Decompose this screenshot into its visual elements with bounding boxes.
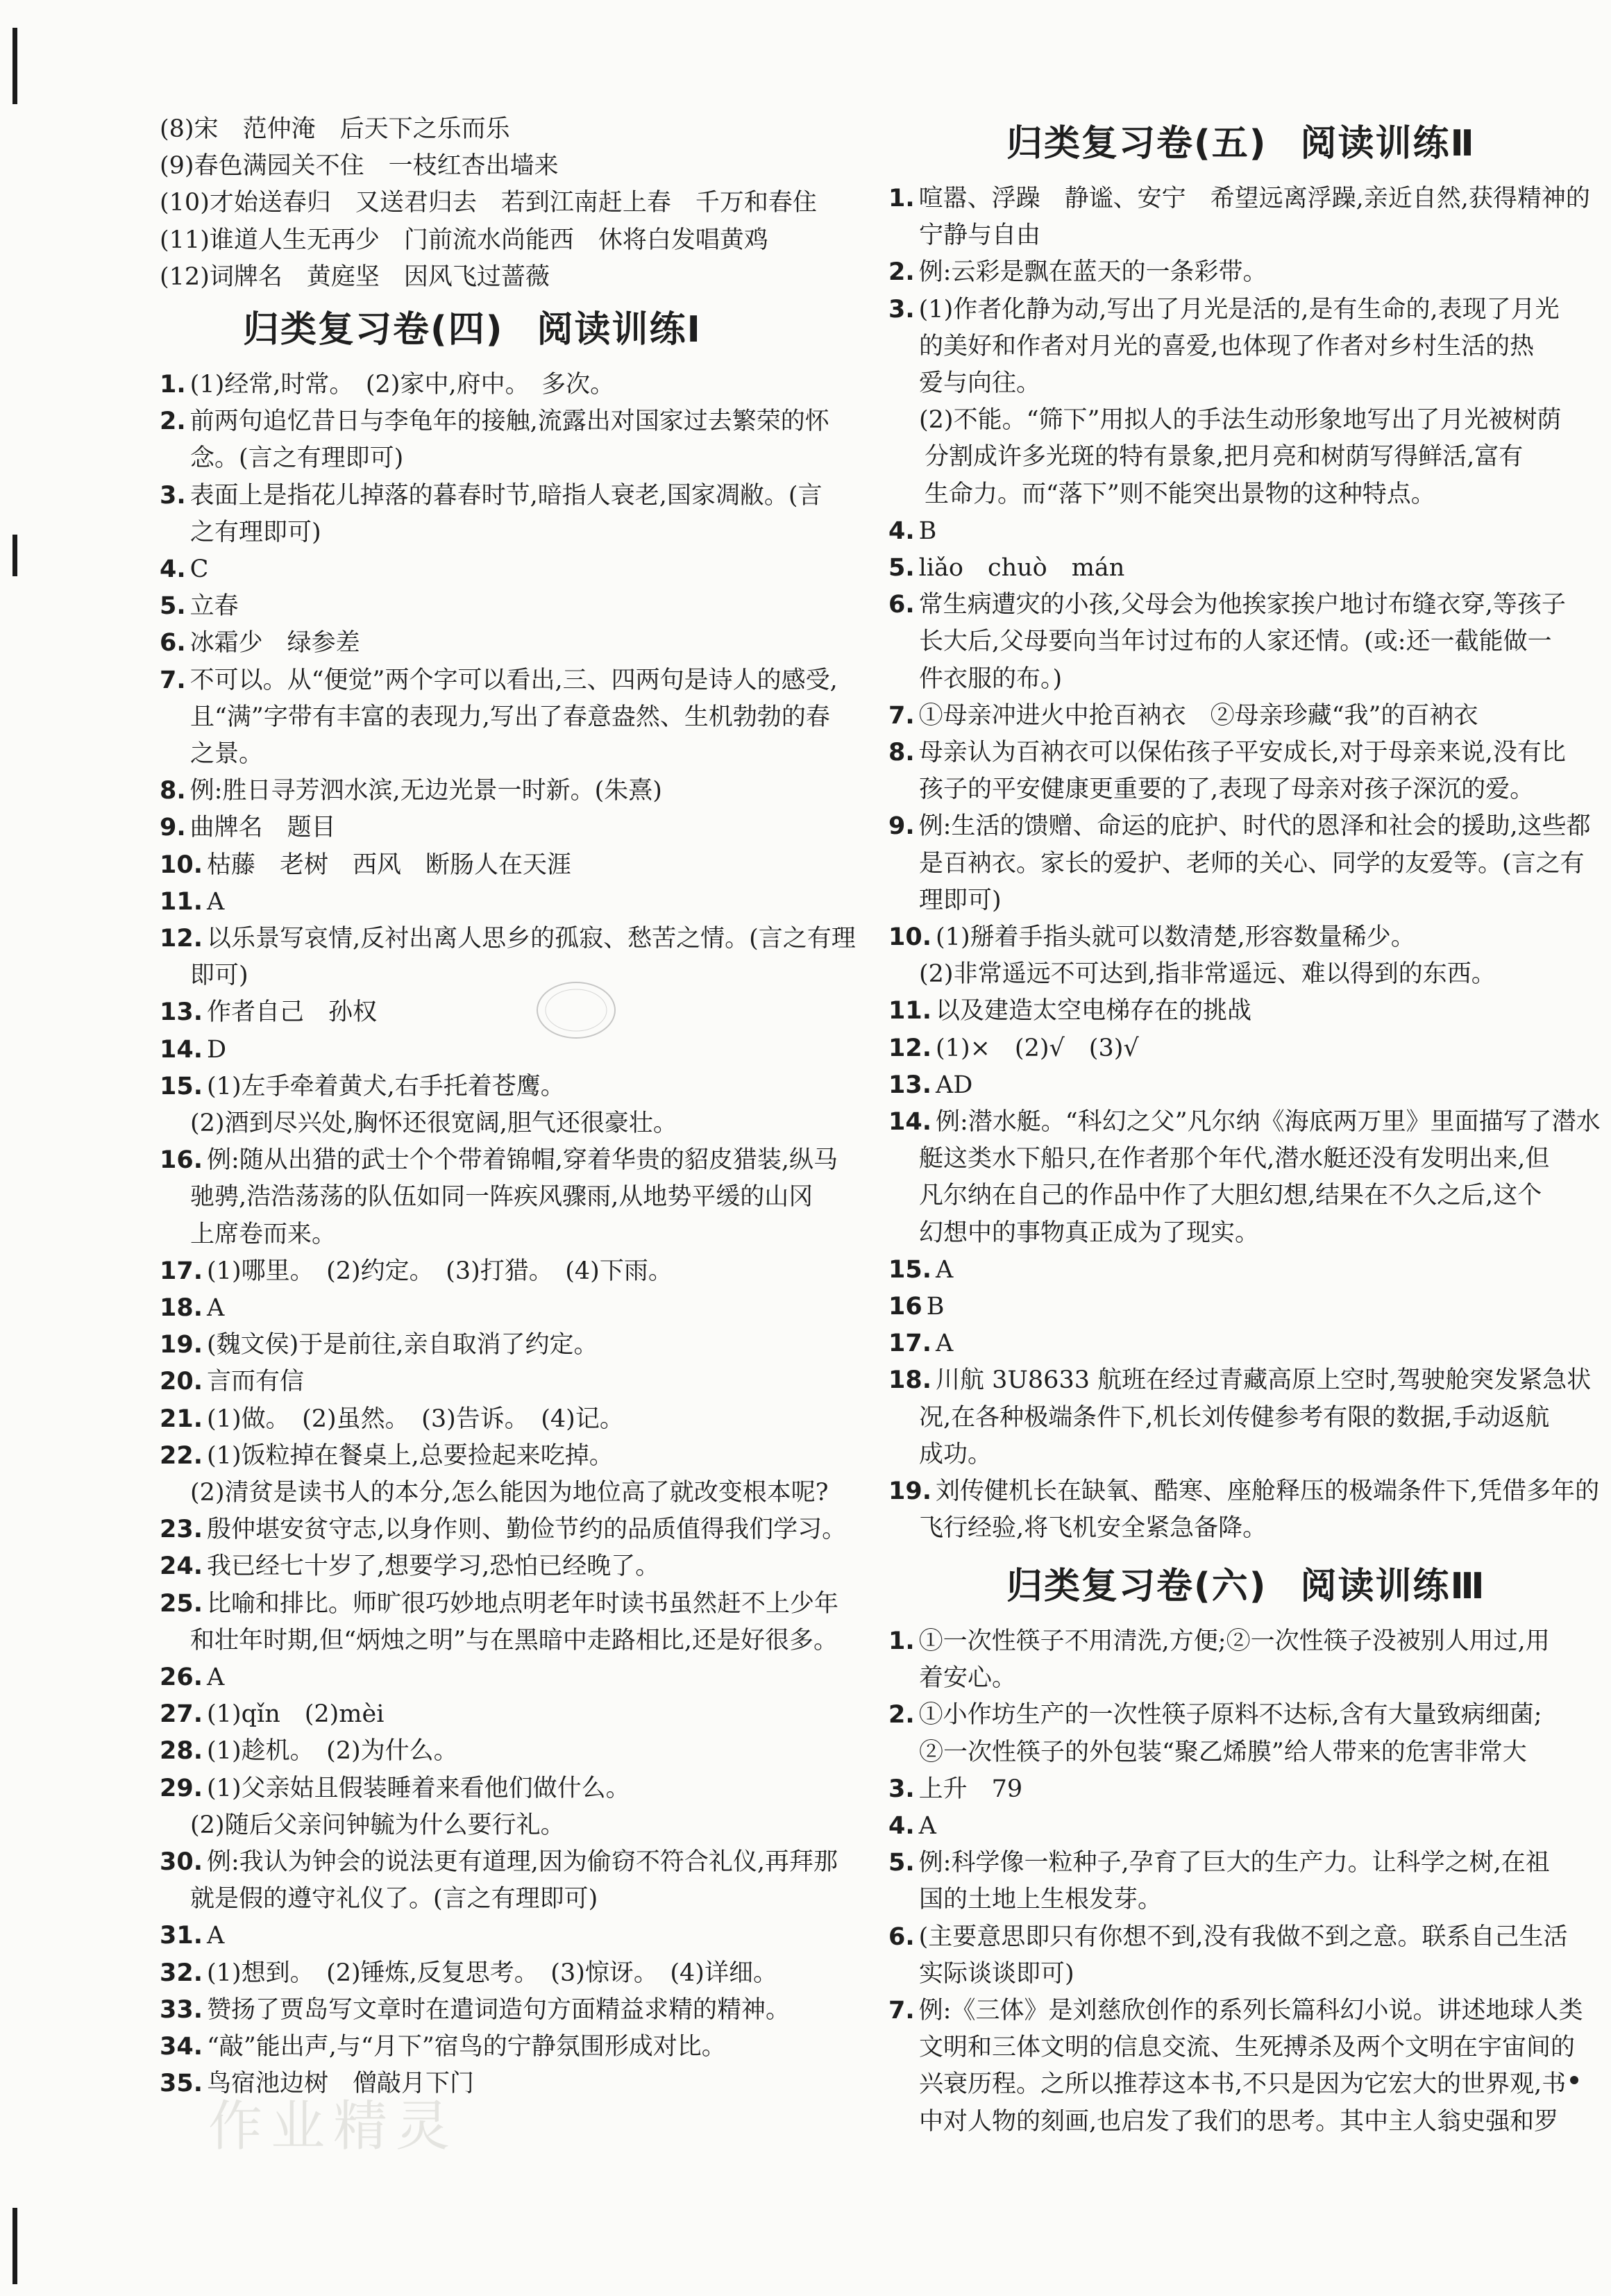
answer-line-continuation (919, 1142, 1549, 1175)
answer-text: 和壮年时期,但“炳烛之明”与在黑暗中走路相比,还是好很多。 (190, 1626, 838, 1654)
answer-text: A (207, 1922, 225, 1950)
section-heading-4: 归类复习卷(四) 阅读训练Ⅰ (243, 309, 702, 351)
answer-line (888, 1809, 936, 1843)
answer-line-continuation (190, 1624, 838, 1657)
answer-line (160, 774, 662, 807)
answer-line (160, 811, 336, 844)
answer-text: (2)不能。“筛下”用拟人的手法生动形象地写出了月光被树荫 (919, 406, 1562, 435)
answer-text: 表面上是指花儿掉落的暮春时节,暗指人衰老,国家凋敝。(言 (189, 481, 823, 510)
question-number: 3. (160, 481, 186, 510)
answer-text: 件衣服的布。) (919, 664, 1063, 693)
question-number: 18. (888, 1366, 932, 1395)
answer-text: A (918, 1812, 936, 1840)
question-number: 4. (160, 555, 186, 583)
answer-text: 凡尔纳在自己的作品中作了大胆幻想,结果在不久之后,这个 (919, 1182, 1542, 1210)
answer-line (888, 921, 1415, 954)
question-number: 1. (160, 371, 186, 399)
answer-line (160, 1143, 838, 1177)
answer-text: 的美好和作者对月光的喜爱,也体现了作者对乡村生活的热 (919, 332, 1535, 360)
answer-line-continuation (919, 1438, 992, 1471)
answer-line-continuation (919, 403, 1561, 437)
answer-line-continuation (919, 367, 1040, 400)
question-number: 15. (888, 1255, 932, 1284)
answer-text: 立春 (189, 592, 239, 621)
question-number: 12. (160, 925, 203, 953)
answer-line-continuation (919, 625, 1552, 658)
answer-line-continuation (190, 1218, 336, 1251)
answer-line (160, 1402, 624, 1436)
question-number: 17. (160, 1257, 203, 1285)
answer-line (160, 1033, 226, 1066)
answer-text: 我已经七十岁了,想要学习,恐怕已经晚了。 (207, 1552, 660, 1581)
answer-line (160, 922, 856, 955)
answer-text: 上席卷而来。 (190, 1220, 337, 1248)
question-number: 13. (160, 998, 203, 1027)
answer-text: (魏文侯)于是前往,亲自取消了约定。 (207, 1331, 598, 1359)
answer-text: (2)非常遥远不可达到,指非常遥远、难以得到的东西。 (919, 960, 1496, 989)
answer-line-continuation (919, 1179, 1542, 1212)
stamp-icon (534, 979, 618, 1041)
answer-text: 例:潜水艇。“科幻之父”凡尔纳《海底两万里》里面描写了潜水 (936, 1108, 1601, 1136)
answer-text: A (936, 1330, 954, 1358)
answer-line (160, 848, 571, 882)
question-number: 31. (160, 1922, 203, 1950)
question-number: 4. (888, 517, 915, 545)
question-number: 26. (160, 1664, 203, 1691)
answer-text: 例:胜日寻芳泗水滨,无边光景一时新。(朱熹) (189, 777, 662, 805)
answer-text: (1)经常,时常。 (2)家中,府中。 多次。 (189, 371, 615, 399)
answer-text: (2)随后父亲问钟毓为什么要行礼。 (190, 1811, 565, 1839)
answer-text: 上升 79 (918, 1775, 1023, 1803)
answer-text: 宁静与自由 (919, 221, 1041, 250)
answer-text: 以及建造太空电梯存在的挑战 (936, 997, 1252, 1025)
answer-text: B (918, 517, 937, 545)
answer-line (160, 1070, 565, 1103)
question-number: 34. (160, 2033, 203, 2061)
question-number: 18. (160, 1294, 203, 1322)
answer-line (888, 810, 1591, 843)
answer-text: 例:随从出猎的武士个个带着锦帽,穿着华贵的貂皮猎装,纵马 (207, 1146, 838, 1175)
answer-line (888, 1846, 1550, 1879)
answer-line-continuation (919, 773, 1534, 806)
answer-text: 例:云彩是飘在蓝天的一条彩带。 (918, 258, 1267, 287)
answer-line (160, 1993, 790, 2027)
answer-line (888, 293, 1560, 326)
question-number: 15. (160, 1072, 203, 1100)
answer-line (160, 1550, 659, 1583)
answer-text: 艇这类水下船只,在作者那个年代,潜水艇还没有发明出来,但 (919, 1145, 1550, 1173)
answer-text: 不可以。从“便觉”两个字可以看出,三、四两句是诗人的感受, (189, 666, 838, 694)
question-number: 19. (160, 1331, 203, 1359)
answer-text: 例:我认为钟会的说法更有道理,因为偷窃不符合礼仪,再拜那 (207, 1848, 838, 1876)
question-number: 32. (160, 1959, 203, 1987)
answer-text: 且“满”字带有丰富的表现力,写出了春意盎然、生机勃勃的春 (190, 703, 830, 731)
answer-text: 是百衲衣。家长的爱护、老师的关心、同学的友爱等。(言之有 (919, 849, 1585, 878)
answer-text: (1)× (2)√ (3)√ (936, 1034, 1139, 1062)
question-number: 28. (160, 1737, 203, 1766)
answer-line (160, 1698, 384, 1731)
answer-text: 念。(言之有理即可) (190, 444, 404, 473)
answer-text: (1)饭粒掉在餐桌上,总要捡起来吃掉。 (207, 1441, 614, 1470)
question-number: 2. (888, 258, 915, 287)
answer-line (888, 1290, 944, 1323)
answer-text: 鸟宿池边树 僧敲月下门 (207, 2070, 475, 2098)
question-number: 19. (888, 1477, 932, 1505)
answer-line (888, 1920, 1567, 1954)
question-number: 11. (888, 997, 932, 1025)
binding-edge (0, 0, 28, 2296)
answer-text: 枯藤 老树 西风 断肠人在天涯 (207, 850, 572, 879)
question-number: 6. (888, 1922, 915, 1951)
answer-line-continuation (919, 884, 1002, 917)
question-number: 4. (888, 1812, 915, 1840)
question-number: 17. (888, 1330, 932, 1358)
answer-line (888, 1364, 1591, 1397)
answer-line-continuation (190, 1107, 677, 1140)
question-number: 7. (160, 666, 186, 694)
answer-line (160, 1919, 224, 1952)
answer-text: A (936, 1255, 954, 1284)
answer-text: (1)qǐn (2)mèi (207, 1700, 385, 1729)
answer-text: 分割成许多光斑的特有景象,把月亮和树荫写得鲜活,富有 (925, 443, 1524, 471)
answer-line-continuation (190, 959, 248, 992)
answer-text: 常生病遭灾的小孩,父母会为他挨家挨户地讨布缝衣穿,等孩子 (918, 591, 1566, 619)
answer-line (160, 1772, 630, 1805)
answer-line (160, 149, 559, 183)
answer-text: “敲”能出声,与“月下”宿鸟的宁静氛围形成对比。 (207, 2033, 726, 2061)
answer-line (160, 1439, 614, 1473)
answer-text: (1)做。 (2)虽然。 (3)告诉。 (4)记。 (207, 1405, 624, 1433)
answer-line (160, 1661, 224, 1694)
answer-line (888, 1253, 953, 1287)
question-number: 3. (888, 295, 915, 324)
question-number: 16 (888, 1293, 922, 1321)
answer-text: 冰霜少 绿参差 (189, 629, 360, 657)
question-number: 35. (160, 2070, 203, 2098)
answer-text: 言而有信 (207, 1368, 305, 1396)
answer-text: 作者自己 孙权 (207, 998, 378, 1027)
question-number: 22. (160, 1441, 203, 1470)
answer-text: (2)清贫是读书人的本分,怎么能因为地位高了就改变根本呢? (190, 1479, 829, 1507)
answer-line (888, 736, 1566, 769)
section-heading-6: 归类复习卷(六) 阅读训练Ⅲ (1006, 1566, 1486, 1607)
answer-text: 况,在各种极端条件下,机长刘传健参考有限的数据,手动返航 (919, 1403, 1550, 1432)
answer-line-continuation (925, 440, 1523, 474)
answer-text: 兴衰历程。之所以推荐这本书,不只是因为它宏大的世界观,书 (919, 2070, 1567, 2099)
answer-line (160, 589, 239, 623)
answer-text: C (189, 555, 209, 583)
answer-line-continuation (190, 1476, 828, 1509)
watermark: 作业精灵 (208, 2095, 459, 2158)
answer-text: 长大后,父母要向当年讨过布的人家还情。(或:还一截能做一 (919, 628, 1552, 656)
answer-line (160, 405, 829, 438)
question-number: 25. (160, 1589, 203, 1618)
question-number: 24. (160, 1552, 203, 1581)
answer-text: 中对人物的刻画,也启发了我们的思考。其中主人翁史强和罗 (919, 2107, 1559, 2136)
answer-text: 生命力。而“落下”则不能突出景物的这种特点。 (925, 480, 1435, 508)
question-number: 14. (160, 1035, 203, 1064)
answer-text: 孩子的平安健康更重要的了,表现了母亲对孩子深沉的爱。 (919, 776, 1535, 804)
answer-text: (1)趁机。 (2)为什么。 (207, 1737, 458, 1766)
answer-text: (2)酒到尽兴处,胸怀还很宽阔,胆气还很豪壮。 (190, 1109, 677, 1137)
answer-line (160, 996, 377, 1029)
answer-line-continuation (919, 330, 1534, 363)
answer-line (160, 1513, 846, 1546)
answer-line-continuation (190, 442, 403, 475)
answer-text: 即可) (190, 962, 248, 990)
answer-text: 刘传健机长在缺氧、酷寒、座舱释压的极端条件下,凭借多年的 (936, 1477, 1600, 1505)
answer-line-continuation (919, 2105, 1558, 2138)
question-number: 2. (160, 408, 186, 436)
answer-line (888, 1698, 1542, 1732)
question-number: 16. (160, 1146, 203, 1175)
question-number: 12. (888, 1034, 932, 1062)
answer-text: 之有理即可) (190, 518, 321, 546)
question-number: 23. (160, 1516, 203, 1544)
answer-text: 实际谈谈即可) (919, 1959, 1074, 1988)
answer-text: (11)谁道人生无再少 门前流水尚能西 休将白发唱黄鸡 (160, 226, 768, 254)
answer-line (160, 1734, 458, 1768)
question-number: 9. (888, 812, 915, 841)
question-number: 13. (888, 1071, 932, 1099)
answer-line (160, 1365, 304, 1398)
answer-text: 国的土地上生根发芽。 (919, 1886, 1163, 1914)
answer-text: (1)掰着手指头就可以数清楚,形容数量稀少。 (936, 923, 1415, 951)
answer-line-continuation (919, 957, 1496, 991)
answer-text: (1)父亲姑且假装睡着来看他们做什么。 (207, 1774, 630, 1802)
answer-line-continuation (919, 1883, 1162, 1916)
answer-line-continuation (190, 1882, 598, 1916)
answer-line-continuation (190, 1809, 565, 1842)
question-number: 6. (160, 629, 186, 657)
answer-line-continuation (925, 478, 1435, 511)
answer-line (160, 1845, 838, 1879)
answer-line (160, 664, 838, 697)
answer-line (888, 994, 1251, 1028)
question-number: 21. (160, 1405, 203, 1433)
question-number: 5. (160, 592, 186, 621)
question-number: 30. (160, 1848, 203, 1876)
answer-line (160, 186, 817, 219)
answer-line-continuation (919, 2031, 1575, 2064)
answer-line-continuation (190, 701, 830, 734)
answer-line (160, 1328, 598, 1361)
answer-line (160, 885, 224, 919)
answer-text: (主要意思即只有你想不到,没有我做不到之意。联系自己生活 (918, 1922, 1568, 1951)
answer-text: 就是假的遵守礼仪了。(言之有理即可) (190, 1885, 598, 1913)
answer-text: 赞扬了贾岛写文章时在遣词造句方面精益求精的精神。 (207, 1995, 791, 2024)
answer-text: (1)哪里。 (2)约定。 (3)打猎。 (4)下雨。 (207, 1257, 673, 1285)
answer-text: 例:《三体》是刘慈欣创作的系列长篇科幻小说。讲述地球人类 (918, 1997, 1583, 2025)
answer-text: (10)才始送春归 又送君归去 若到江南赶上春 千万和春住 (160, 189, 817, 217)
answer-line-continuation (919, 1216, 1259, 1250)
answer-text: ①小作坊生产的一次性筷子原料不达标,含有大量致病细菌; (918, 1701, 1542, 1729)
answer-line-continuation (919, 219, 1040, 252)
answer-line (888, 1625, 1550, 1658)
binding-mark (12, 2208, 17, 2284)
answer-text: 以乐景写哀情,反衬出离人思乡的孤寂、愁苦之情。(言之有理 (207, 925, 856, 953)
answer-line (888, 699, 1478, 732)
answer-line (888, 1994, 1583, 2027)
binding-mark (12, 28, 17, 104)
answer-line (888, 551, 1124, 585)
answer-line (888, 182, 1590, 215)
answer-line (160, 224, 768, 257)
answer-text: 母亲认为百衲衣可以保佑孩子平安成长,对于母亲来说,没有比 (918, 739, 1566, 766)
answer-text: ①一次性筷子不用清洗,方便;②一次性筷子没被别人用过,用 (918, 1627, 1550, 1655)
answer-line (160, 1956, 777, 1990)
answer-text: 爱与向往。 (919, 369, 1041, 397)
answer-line (160, 1255, 673, 1288)
question-number: 10. (888, 923, 932, 951)
answer-text: 川航 3U8633 航班在经过青藏高原上空时,驾驶舱突发紧急状 (936, 1366, 1592, 1395)
question-number: 10. (160, 850, 203, 879)
answer-text: ①母亲冲进火中抢百衲衣 ②母亲珍藏“我”的百衲衣 (918, 701, 1478, 730)
answer-line-continuation (919, 662, 1062, 696)
answer-text: 幻想中的事物真正成为了现实。 (919, 1218, 1260, 1247)
question-number: 7. (888, 1997, 915, 2025)
answer-line-continuation (919, 2068, 1566, 2101)
answer-text: 比喻和排比。师旷很巧妙地点明老年时读书虽然赶不上少年 (207, 1589, 839, 1618)
answer-line (160, 1587, 838, 1620)
answer-line (888, 1475, 1599, 1508)
answer-text: 前两句追忆昔日与李龟年的接触,流露出对国家过去繁荣的怀 (189, 408, 829, 436)
answer-text: (1)作者化静为动,写出了月光是活的,是有生命的,表现了月光 (918, 295, 1560, 324)
section-heading-5: 归类复习卷(五) 阅读训练Ⅱ (1006, 123, 1476, 165)
answer-text: A (207, 887, 225, 916)
answer-text: A (207, 1294, 225, 1322)
answer-line (160, 626, 360, 660)
answer-text: 例:科学像一粒种子,孕育了巨大的生产力。让科学之树,在祖 (918, 1849, 1550, 1877)
answer-line (888, 1032, 1139, 1065)
question-number: 8. (160, 777, 186, 805)
answer-line (888, 255, 1267, 289)
answer-line (160, 112, 510, 146)
question-number: 5. (888, 1849, 915, 1877)
question-number: 1. (888, 1627, 915, 1655)
answer-line-continuation (190, 516, 321, 549)
question-number: 5. (888, 554, 915, 582)
answer-text: 成功。 (919, 1440, 993, 1468)
answer-text: AD (936, 1071, 973, 1099)
binding-mark (12, 535, 17, 576)
question-number: 27. (160, 1700, 203, 1729)
answer-line-continuation (190, 1180, 813, 1214)
answer-line (888, 1105, 1601, 1139)
answer-text: 文明和三体文明的信息交流、生死搏杀及两个文明在宇宙间的 (919, 2034, 1576, 2062)
answer-text: 例:生活的馈赠、命运的庇护、时代的恩泽和社会的援助,这些都 (918, 812, 1591, 841)
answer-text: (1)左手牵着黄犬,右手托着苍鹰。 (207, 1072, 565, 1100)
question-number: 20. (160, 1368, 203, 1396)
answer-text: (1)想到。 (2)锤炼,反复思考。 (3)惊讶。 (4)详细。 (207, 1959, 777, 1987)
answer-text: D (207, 1035, 227, 1064)
answer-line-continuation (919, 847, 1585, 880)
answer-text: 殷仲堪安贫守志,以身作则、勤俭节约的品质值得我们学习。 (207, 1516, 847, 1544)
answer-line (888, 1327, 953, 1360)
answer-line-continuation (190, 737, 263, 771)
answer-text: B (926, 1293, 945, 1321)
answer-text: (9)春色满园关不住 一枝红杏出墙来 (160, 152, 559, 181)
question-number: 33. (160, 1995, 203, 2024)
answer-text: 之景。 (190, 740, 264, 768)
question-number: 3. (888, 1775, 915, 1803)
answer-text: 飞行经验,将飞机安全紧急备降。 (919, 1514, 1267, 1543)
answer-text: (12)词牌名 黄庭坚 因风飞过蔷薇 (160, 262, 550, 291)
answer-text: ②一次性筷子的外包装“聚乙烯膜”给人带来的危害非常大 (919, 1738, 1527, 1766)
answer-line (888, 514, 936, 548)
answer-line (160, 479, 823, 512)
question-number: 7. (888, 701, 915, 730)
question-number: 29. (160, 1774, 203, 1802)
question-number: 14. (888, 1108, 932, 1136)
answer-line (160, 368, 614, 401)
question-number: 9. (160, 814, 186, 842)
answer-line (160, 1291, 224, 1325)
answer-line-continuation (919, 1957, 1074, 1991)
answer-text: 喧嚣、浮躁 静谧、安宁 希望远离浮躁,亲近自然,获得精神的 (918, 185, 1590, 212)
answer-line (888, 1773, 1022, 1806)
answer-line-continuation (919, 1736, 1527, 1769)
answer-text: 曲牌名 题目 (189, 814, 336, 842)
answer-line (160, 2030, 726, 2063)
page-mark (1570, 2076, 1578, 2084)
answer-line (160, 553, 208, 586)
answer-line (888, 1069, 972, 1102)
answer-text: 理即可) (919, 886, 1002, 914)
answer-text: 着安心。 (919, 1664, 1017, 1693)
question-number: 2. (888, 1701, 915, 1729)
answer-line (160, 260, 550, 294)
question-number: 6. (888, 591, 915, 619)
question-number: 1. (888, 185, 915, 212)
answer-line (888, 588, 1566, 621)
answer-text: (8)宋 范仲淹 后天下之乐而乐 (160, 115, 510, 143)
question-number: 8. (888, 739, 915, 766)
answer-line-continuation (919, 1511, 1267, 1545)
question-number: 11. (160, 887, 203, 916)
answer-line-continuation (919, 1661, 1016, 1695)
answer-text: 驰骋,浩浩荡荡的队伍如同一阵疾风骤雨,从地势平缓的山冈 (190, 1183, 813, 1212)
answer-line-continuation (919, 1401, 1549, 1434)
answer-text: liǎo chuò mán (918, 554, 1125, 582)
answer-text: A (207, 1664, 225, 1691)
